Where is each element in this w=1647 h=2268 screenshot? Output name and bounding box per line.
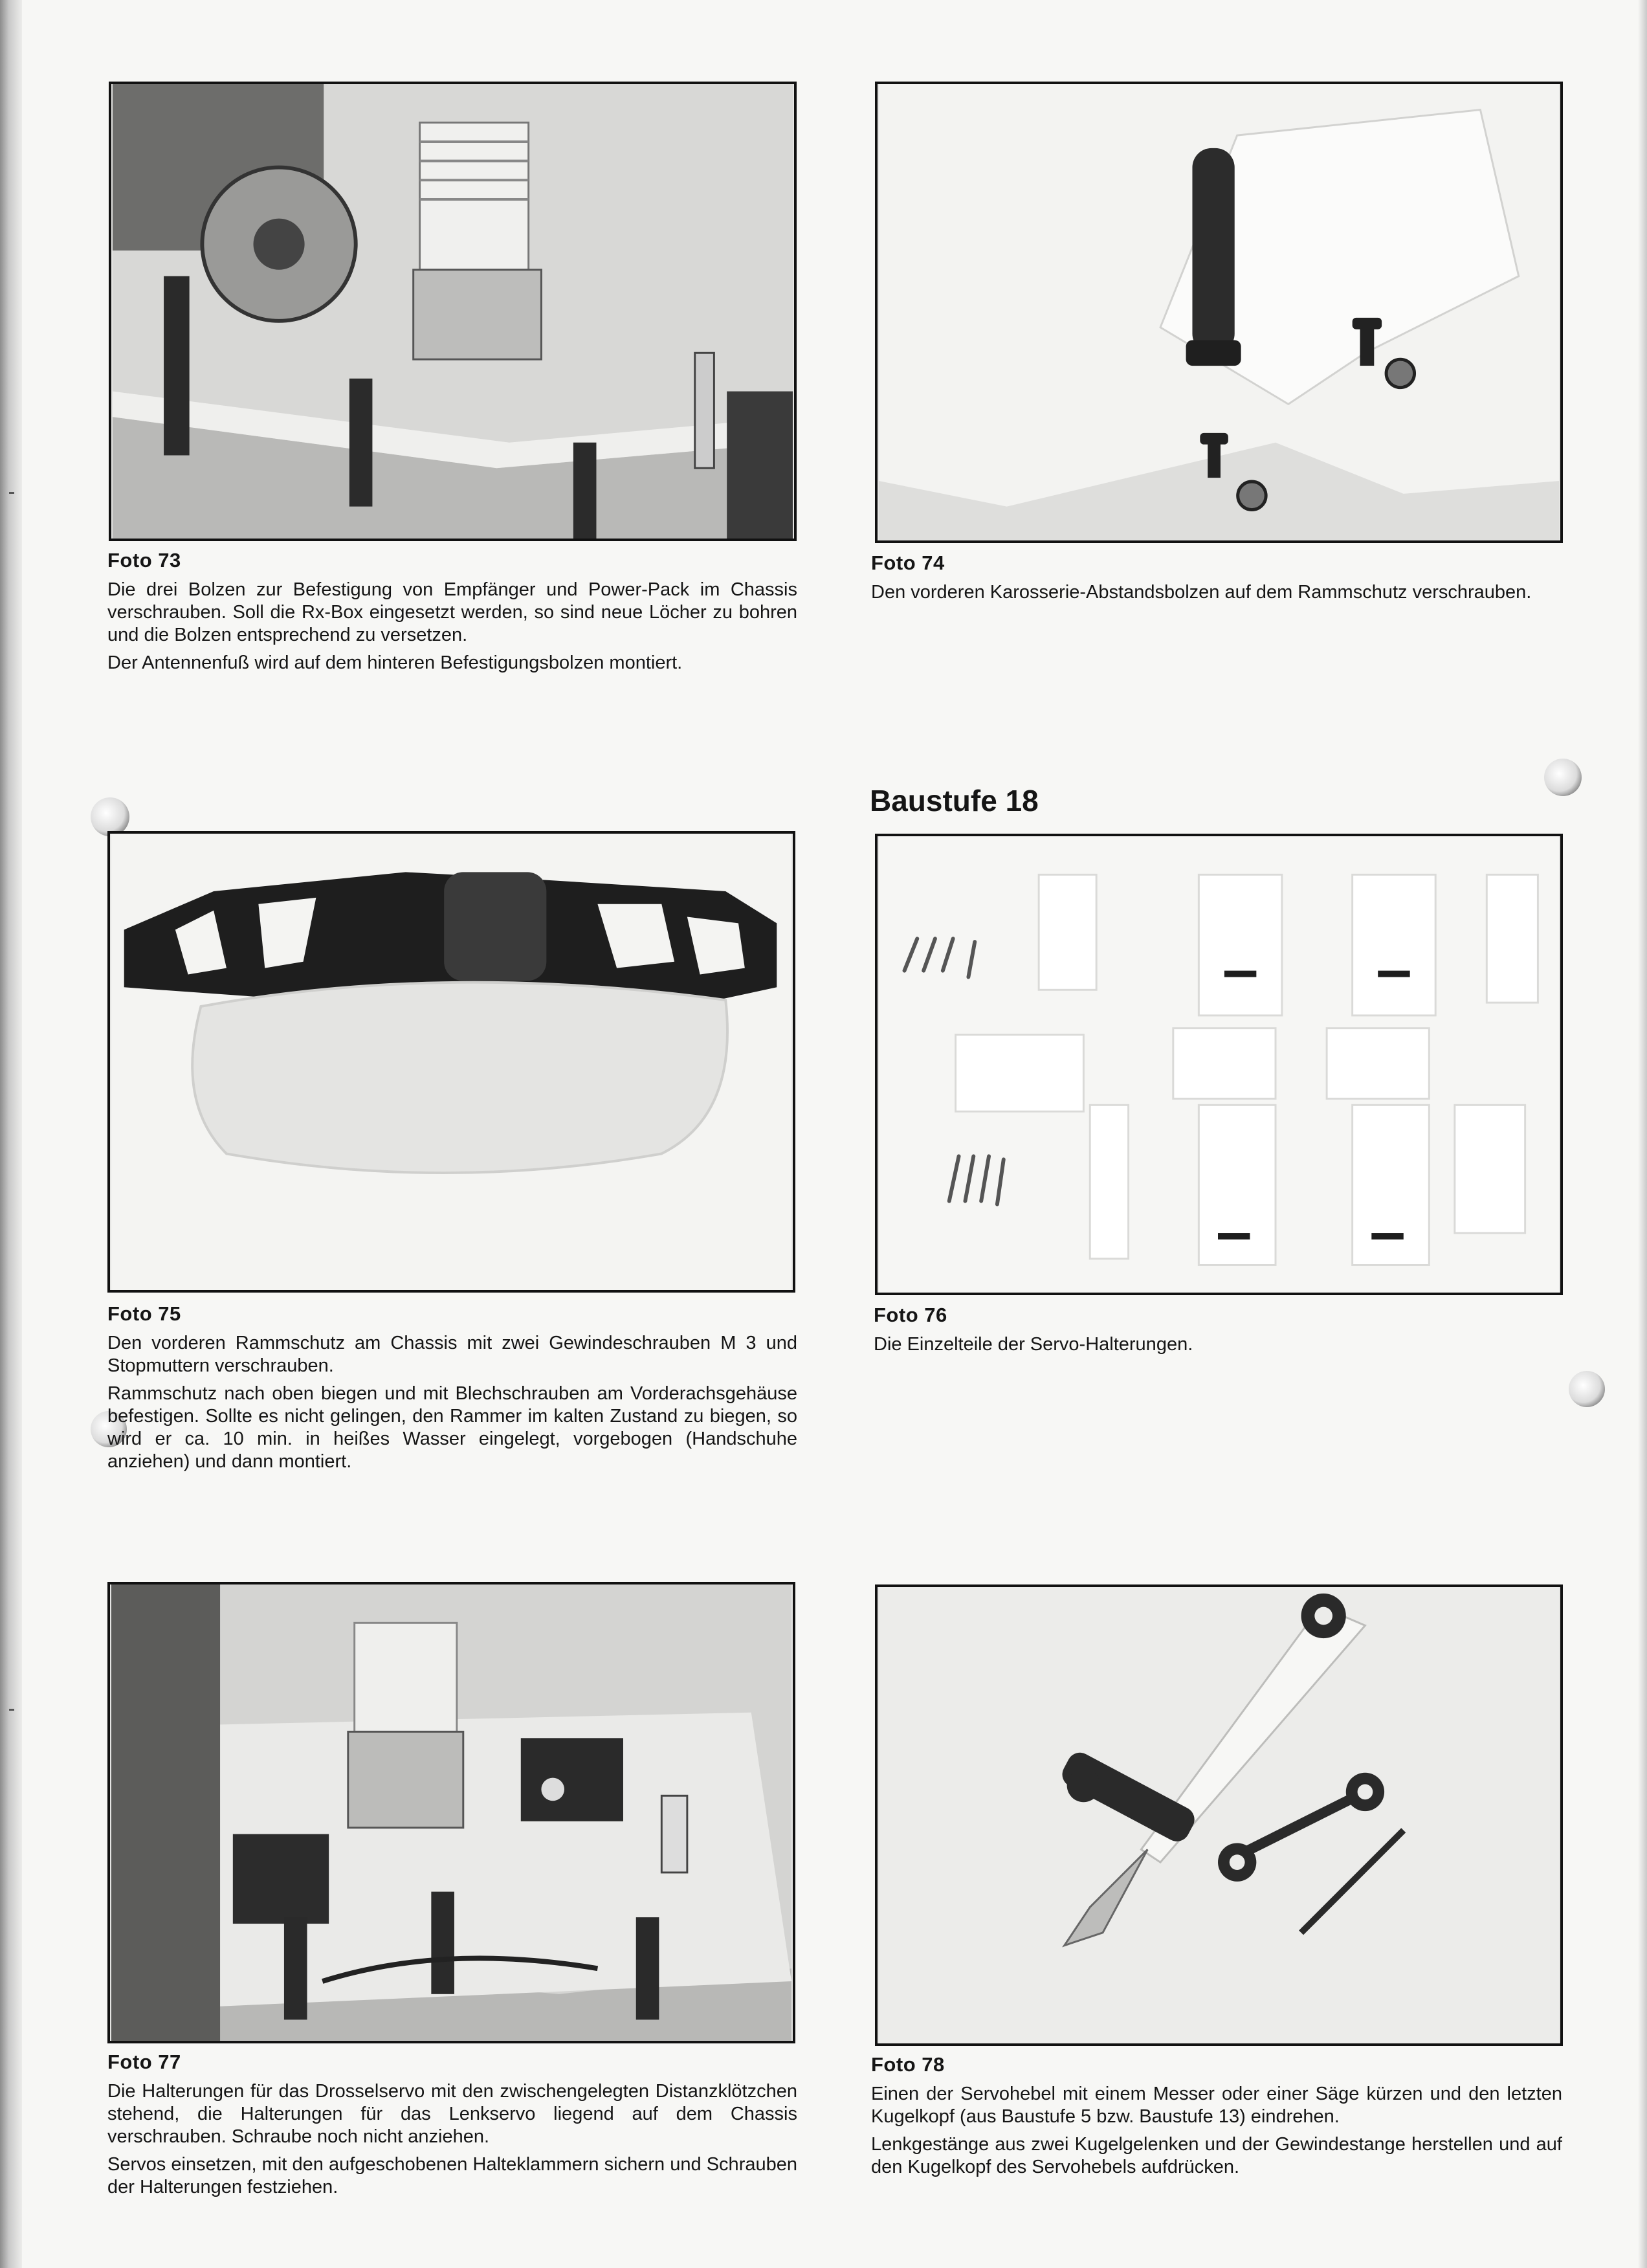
punch-hole bbox=[91, 797, 129, 836]
figure-text: Servos einsetzen, mit den aufgeschobenen Halteklammern sichern und Schrauben der Halterungen festziehen. bbox=[107, 2154, 797, 2197]
photo-75-image bbox=[110, 834, 793, 1290]
figure-text: Die drei Bolzen zur Befestigung von Empfänger und Power-Pack im Chassis verschrauben. Soll die Rx-Box eingesetzt werden, so sind neue Löcher zu bohren und die Bolzen entsprechend zu versetzen. bbox=[107, 579, 797, 645]
figure-text: Die Einzelteile der Servo-Halterungen. bbox=[874, 1334, 1193, 1355]
caption-74 bbox=[871, 551, 1562, 609]
figure-text: Den vorderen Rammschutz am Chassis mit zwei Gewindeschrauben M 3 und Stopmuttern verschrauben. bbox=[107, 1333, 797, 1376]
figure-text: Die Halterungen für das Drosselservo mit den zwischengelegten Distanzklötzchen stehend, die Halterungen für das Lenkservo liegend auf dem Chassis verschrauben. Schraube noch nicht anziehen. bbox=[107, 2081, 797, 2147]
photo-73-image bbox=[111, 84, 794, 539]
photo-73 bbox=[109, 82, 797, 541]
figure-text: Lenkgestänge aus zwei Kugelgelenken und der Gewindestange herstellen und auf den Kugelkopf des Servohebels aufdrücken. bbox=[871, 2134, 1562, 2177]
photo-77 bbox=[107, 1582, 795, 2043]
caption-75 bbox=[107, 1302, 797, 1478]
photo-77-image bbox=[110, 1584, 793, 2041]
punch-hole bbox=[1544, 759, 1582, 796]
caption-78 bbox=[871, 2053, 1562, 2184]
caption-73 bbox=[107, 549, 797, 680]
photo-76 bbox=[875, 834, 1563, 1295]
photo-76-image bbox=[878, 836, 1560, 1293]
figure-label: Foto 76 bbox=[874, 1304, 947, 1326]
page-edge-right bbox=[1638, 0, 1647, 2268]
figure-label: Foto 78 bbox=[871, 2053, 945, 2076]
caption-76 bbox=[874, 1304, 1565, 1361]
section-title: Baustufe 18 bbox=[870, 784, 1039, 817]
margin-mark bbox=[9, 492, 14, 494]
figure-text: Einen der Servohebel mit einem Messer oder einer Säge kürzen und den letzten Kugelkopf (aus Baustufe 5 bzw. Baustufe 13) eindrehen. bbox=[871, 2084, 1562, 2127]
photo-75 bbox=[107, 831, 795, 1293]
punch-hole bbox=[1569, 1371, 1605, 1407]
figure-label: Foto 75 bbox=[107, 1302, 181, 1325]
photo-74-image bbox=[878, 84, 1560, 540]
figure-label: Foto 77 bbox=[107, 2051, 181, 2073]
caption-77 bbox=[107, 2051, 797, 2204]
margin-mark bbox=[9, 1709, 14, 1711]
figure-label: Foto 74 bbox=[871, 551, 945, 574]
figure-text: Rammschutz nach oben biegen und mit Blechschrauben am Vorderachsgehäuse befestigen. Sollte es nicht gelingen, den Rammer im kalten Zustand zu biegen, so wird er ca. 10 min. in heißes Wasser eingelegt, vorgebogen (Handschuhe anziehen) und dann montiert. bbox=[107, 1383, 797, 1472]
photo-74 bbox=[875, 82, 1563, 543]
photo-78 bbox=[875, 1584, 1563, 2046]
figure-text: Den vorderen Karosserie-Abstandsbolzen auf dem Rammschutz verschrauben. bbox=[871, 582, 1532, 603]
figure-label: Foto 73 bbox=[107, 549, 181, 572]
binding-edge bbox=[0, 0, 22, 2268]
figure-text: Der Antennenfuß wird auf dem hinteren Befestigungsbolzen montiert. bbox=[107, 652, 683, 673]
photo-78-image bbox=[878, 1587, 1560, 2043]
